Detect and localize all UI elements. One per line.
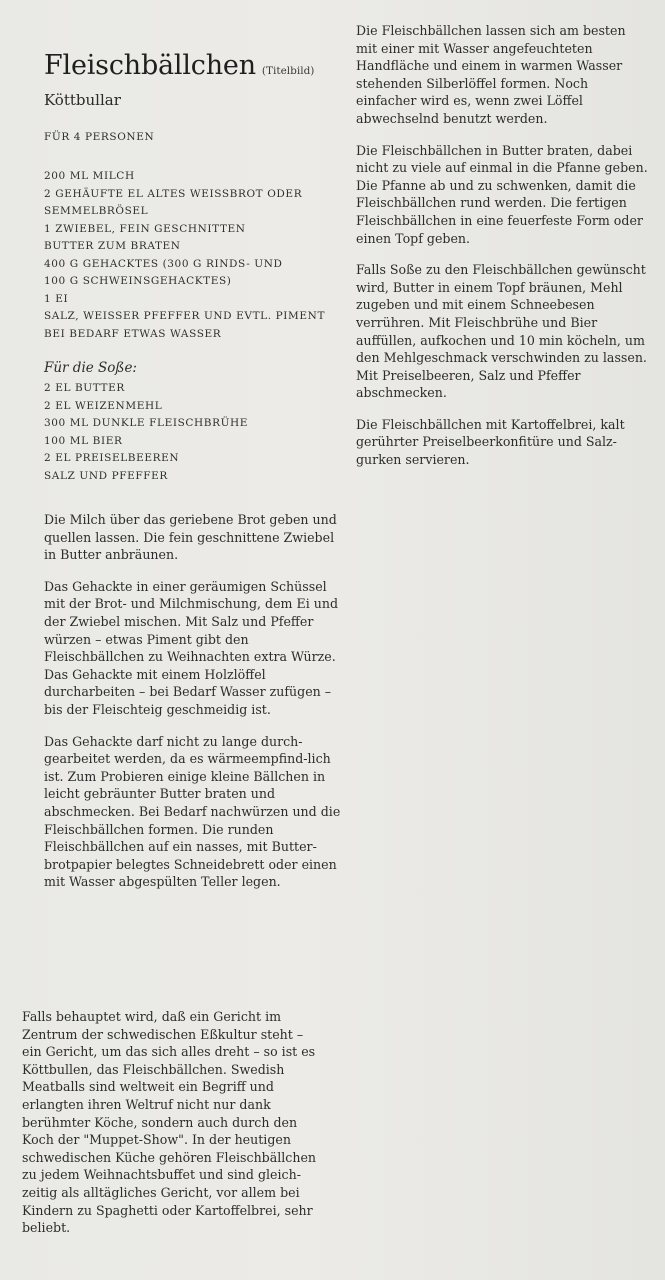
right-column (356, 22, 652, 483)
method-paragraph: Falls Soße zu den Fleischbällchen gewünscht wird, Butter in einem Topf bräunen, Mehl zugeben und mit einem Schneebesen verrühren. Mit Fleischbrühe und Bier auffüllen, aufkochen und 10 min köcheln, um den Mehlgeschmack verschwinden zu lassen. Mit Preiselbeeren, Salz und Pfeffer abschmecken. (356, 262, 647, 401)
ingredient-line: 1 ZWIEBEL, FEIN GESCHNITTEN (44, 222, 246, 235)
recipe-title: Fleischbällchen (44, 50, 256, 81)
method-paragraph: Das Gehackte darf nicht zu lange durch-gearbeitet werden, da es wärmeempfind-lich ist. Zum Probieren einige kleine Bällchen in leicht gebräunter Butter braten und abschmecken. Bei Bedarf nachwürzen und die Fleischbällchen formen. Die runden Fleischbällchen auf ein nasses, mit Butter-brotpapier belegtes Schneidebrett oder einen mit Wasser abgespülten Teller legen. (44, 733, 341, 890)
ingredient-list (44, 168, 344, 343)
sauce-heading: Für die Soße: (44, 360, 137, 376)
sauce-ingredient-line: 2 EL BUTTER (44, 382, 125, 394)
sauce-ingredient-line: SALZ UND PFEFFER (44, 469, 168, 482)
left-column (44, 50, 344, 891)
ingredient-line: 400 G GEHACKTES (300 G RINDS- UND (44, 257, 283, 270)
ingredient-line: 100 G SCHWEINSGEHACKTES) (44, 275, 232, 287)
ingredient-line: 1 EI (44, 292, 69, 305)
sauce-ingredient-line: 2 EL PREISELBEEREN (44, 452, 180, 464)
ingredient-line: BEI BEDARF ETWAS WASSER (44, 327, 222, 340)
title-row (44, 50, 344, 81)
title-note: (Titelbild) (261, 65, 315, 77)
servings: FÜR 4 PERSONEN (44, 131, 155, 143)
method-paragraph: Die Fleischbällchen in Butter braten, dabei nicht zu viele auf einmal in die Pfanne geben. Die Pfanne ab und zu schwenken, damit die Fleischbällchen rund werden. Die fertigen Fleischbällchen in eine feuerfeste Form oder einen Topf geben. (356, 142, 648, 246)
ingredient-line: 200 ML MILCH (44, 170, 135, 182)
sauce-ingredient-list (44, 380, 344, 485)
method-paragraph: Die Fleischbällchen lassen sich am besten mit einer mit Wasser angefeuchteten Handfläche und einem in warmen Wasser stehenden Silberlöffel formen. Noch einfacher wird es, wenn zwei Löffel abwechselnd benutzt werden. (356, 23, 626, 126)
method-paragraph: Die Milch über das geriebene Brot geben und quellen lassen. Die fein geschnittene Zwiebel in Butter anbräunen. (44, 512, 337, 563)
ingredient-line: SALZ, WEISSER PFEFFER UND EVTL. PIMENT (44, 310, 326, 322)
recipe-subtitle: Köttbullar (44, 91, 121, 109)
ingredient-line: 2 GEHÄUFTE EL ALTES WEISSBROT ODER (44, 187, 303, 200)
method-paragraph: Die Fleischbällchen mit Kartoffelbrei, kalt gerührter Preiselbeerkonfitüre und Salz-gurken servieren. (356, 416, 625, 468)
intro-paragraph: Falls behauptet wird, daß ein Gericht im Zentrum der schwedischen Eßkultur steht – ein Gericht, um das sich alles dreht – so ist es Köttbullen, das Fleischbällchen. Swedish Meatballs sind weltweit ein Begriff und erlangten ihren Weltruf nicht nur dank berühmter Köche, sondern auch durch den Koch der "Muppet-Show". In der heutigen schwedischen Küche gehören Fleischbällchen zu jedem Weihnachtsbuffet und sind gleich-zeitig als alltägliches Gericht, vor allem bei Kindern zu Spaghetti oder Kartoffelbrei, sehr beliebt. (22, 1009, 317, 1236)
ingredient-line: BUTTER ZUM BRATEN (44, 240, 181, 252)
sauce-ingredient-line: 100 ML BIER (44, 434, 123, 447)
sauce-ingredient-line: 300 ML DUNKLE FLEISCHBRÜHE (44, 417, 249, 429)
method-paragraph: Das Gehackte in einer geräumigen Schüssel mit der Brot- und Milchmischung, dem Ei und der Zwiebel mischen. Mit Salz und Pfeffer würzen – etwas Piment gibt den Fleischbällchen zu Weihnachten extra Würze. Das Gehackte mit einem Holzlöffel durcharbeiten – bei Bedarf Wasser zufügen – bis der Fleischteig geschmeidig ist. (44, 578, 339, 717)
ingredient-line: SEMMELBRÖSEL (44, 205, 149, 217)
sauce-ingredient-line: 2 EL WEIZENMEHL (44, 399, 163, 412)
